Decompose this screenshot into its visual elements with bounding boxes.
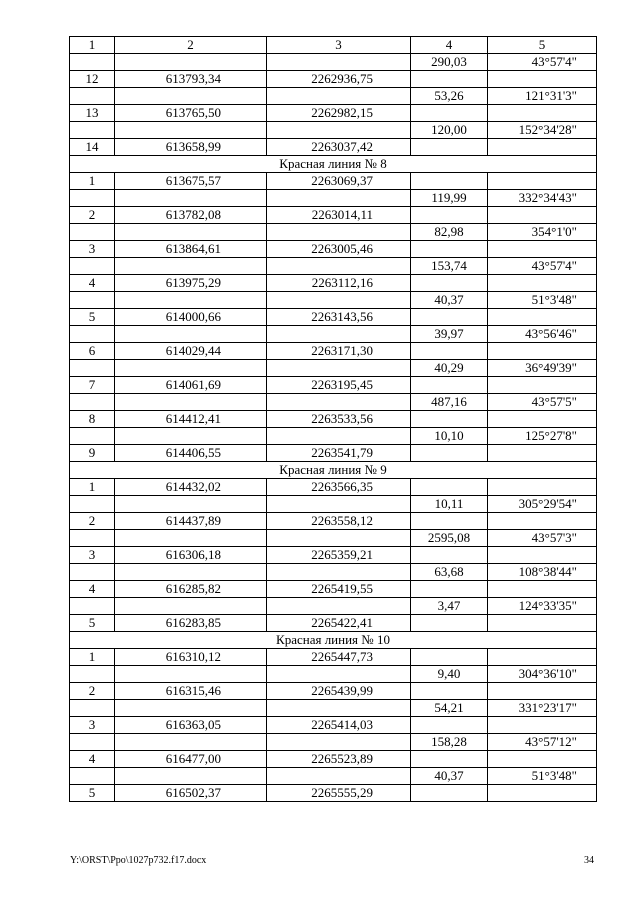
- angle-cell: 36°49'39": [488, 360, 597, 377]
- point-row: [70, 241, 597, 258]
- segment-row: [70, 530, 597, 547]
- distance-cell: [411, 309, 488, 326]
- angle-cell: [488, 513, 597, 530]
- distance-cell: [411, 275, 488, 292]
- y-coordinate-cell: [267, 54, 411, 71]
- point-number-cell: 8: [70, 411, 115, 428]
- x-coordinate-cell: [115, 428, 267, 445]
- y-coordinate-cell: [267, 258, 411, 275]
- segment-row: [70, 564, 597, 581]
- segment-row: [70, 54, 597, 71]
- x-coordinate-cell: 614000,66: [115, 309, 267, 326]
- angle-cell: [488, 581, 597, 598]
- point-number-cell: 4: [70, 581, 115, 598]
- y-coordinate-cell: [267, 700, 411, 717]
- distance-cell: 40,29: [411, 360, 488, 377]
- distance-cell: [411, 343, 488, 360]
- point-number-cell: [70, 54, 115, 71]
- section-title: Красная линия № 8: [70, 156, 597, 173]
- x-coordinate-cell: [115, 768, 267, 785]
- point-number-cell: 12: [70, 71, 115, 88]
- point-number-cell: 5: [70, 615, 115, 632]
- y-coordinate-cell: 2265414,03: [267, 717, 411, 734]
- x-coordinate-cell: 613975,29: [115, 275, 267, 292]
- point-number-cell: [70, 394, 115, 411]
- x-coordinate-cell: [115, 224, 267, 241]
- x-coordinate-cell: [115, 700, 267, 717]
- point-row: [70, 751, 597, 768]
- y-coordinate-cell: [267, 224, 411, 241]
- distance-cell: 290,03: [411, 54, 488, 71]
- point-number-cell: 4: [70, 751, 115, 768]
- y-coordinate-cell: 2263195,45: [267, 377, 411, 394]
- y-coordinate-cell: 2263566,35: [267, 479, 411, 496]
- angle-cell: 43°56'46": [488, 326, 597, 343]
- y-coordinate-cell: 2265359,21: [267, 547, 411, 564]
- angle-cell: [488, 241, 597, 258]
- x-coordinate-cell: 616285,82: [115, 581, 267, 598]
- point-row: [70, 309, 597, 326]
- point-number-cell: [70, 598, 115, 615]
- point-number-cell: [70, 258, 115, 275]
- point-number-cell: 5: [70, 309, 115, 326]
- y-coordinate-cell: 2265419,55: [267, 581, 411, 598]
- point-number-cell: [70, 734, 115, 751]
- angle-cell: 331°23'17": [488, 700, 597, 717]
- point-number-cell: [70, 530, 115, 547]
- distance-cell: 82,98: [411, 224, 488, 241]
- angle-cell: 51°3'48": [488, 292, 597, 309]
- x-coordinate-cell: 616306,18: [115, 547, 267, 564]
- angle-cell: [488, 615, 597, 632]
- point-number-cell: 13: [70, 105, 115, 122]
- header-cell-y: 3: [267, 37, 411, 54]
- distance-cell: 40,37: [411, 768, 488, 785]
- distance-cell: [411, 785, 488, 802]
- point-number-cell: [70, 326, 115, 343]
- angle-cell: [488, 785, 597, 802]
- point-number-cell: 1: [70, 173, 115, 190]
- angle-cell: [488, 105, 597, 122]
- segment-row: [70, 598, 597, 615]
- angle-cell: 304°36'10": [488, 666, 597, 683]
- x-coordinate-cell: [115, 530, 267, 547]
- angle-cell: [488, 717, 597, 734]
- distance-cell: [411, 139, 488, 156]
- x-coordinate-cell: [115, 54, 267, 71]
- distance-cell: 53,26: [411, 88, 488, 105]
- distance-cell: [411, 615, 488, 632]
- point-row: [70, 207, 597, 224]
- segment-row: [70, 768, 597, 785]
- angle-cell: [488, 139, 597, 156]
- point-row: [70, 275, 597, 292]
- angle-cell: 43°57'12": [488, 734, 597, 751]
- point-number-cell: 2: [70, 207, 115, 224]
- y-coordinate-cell: 2263171,30: [267, 343, 411, 360]
- y-coordinate-cell: 2262982,15: [267, 105, 411, 122]
- header-cell-distance: 4: [411, 37, 488, 54]
- x-coordinate-cell: [115, 394, 267, 411]
- angle-cell: [488, 411, 597, 428]
- x-coordinate-cell: [115, 666, 267, 683]
- point-number-cell: [70, 428, 115, 445]
- point-row: [70, 71, 597, 88]
- x-coordinate-cell: 614029,44: [115, 343, 267, 360]
- point-number-cell: 7: [70, 377, 115, 394]
- point-row: [70, 785, 597, 802]
- y-coordinate-cell: [267, 122, 411, 139]
- y-coordinate-cell: 2263112,16: [267, 275, 411, 292]
- x-coordinate-cell: 614061,69: [115, 377, 267, 394]
- distance-cell: 10,11: [411, 496, 488, 513]
- page-number: 34: [584, 855, 594, 866]
- y-coordinate-cell: [267, 496, 411, 513]
- point-number-cell: [70, 360, 115, 377]
- distance-cell: [411, 513, 488, 530]
- distance-cell: [411, 411, 488, 428]
- angle-cell: [488, 479, 597, 496]
- segment-row: [70, 734, 597, 751]
- x-coordinate-cell: 613864,61: [115, 241, 267, 258]
- point-row: [70, 377, 597, 394]
- distance-cell: 2595,08: [411, 530, 488, 547]
- x-coordinate-cell: 616315,46: [115, 683, 267, 700]
- distance-cell: [411, 173, 488, 190]
- point-number-cell: 3: [70, 717, 115, 734]
- point-row: [70, 717, 597, 734]
- y-coordinate-cell: 2263005,46: [267, 241, 411, 258]
- segment-row: [70, 224, 597, 241]
- y-coordinate-cell: 2262936,75: [267, 71, 411, 88]
- segment-row: [70, 428, 597, 445]
- point-row: [70, 139, 597, 156]
- point-number-cell: 9: [70, 445, 115, 462]
- header-cell-x: 2: [115, 37, 267, 54]
- distance-cell: [411, 241, 488, 258]
- distance-cell: 119,99: [411, 190, 488, 207]
- angle-cell: 305°29'54": [488, 496, 597, 513]
- angle-cell: [488, 683, 597, 700]
- x-coordinate-cell: [115, 190, 267, 207]
- y-coordinate-cell: [267, 564, 411, 581]
- y-coordinate-cell: [267, 428, 411, 445]
- point-number-cell: [70, 224, 115, 241]
- distance-cell: [411, 71, 488, 88]
- section-title: Красная линия № 10: [70, 632, 597, 649]
- y-coordinate-cell: [267, 768, 411, 785]
- angle-cell: [488, 275, 597, 292]
- distance-cell: [411, 479, 488, 496]
- point-number-cell: 4: [70, 275, 115, 292]
- angle-cell: [488, 173, 597, 190]
- table-body: [70, 54, 597, 802]
- distance-cell: [411, 207, 488, 224]
- segment-row: [70, 666, 597, 683]
- distance-cell: [411, 649, 488, 666]
- point-row: [70, 615, 597, 632]
- x-coordinate-cell: [115, 122, 267, 139]
- angle-cell: 125°27'8": [488, 428, 597, 445]
- distance-cell: 54,21: [411, 700, 488, 717]
- distance-cell: [411, 581, 488, 598]
- x-coordinate-cell: [115, 258, 267, 275]
- x-coordinate-cell: [115, 734, 267, 751]
- section-row: [70, 632, 597, 649]
- segment-row: [70, 326, 597, 343]
- point-row: [70, 581, 597, 598]
- point-number-cell: [70, 292, 115, 309]
- y-coordinate-cell: [267, 394, 411, 411]
- y-coordinate-cell: [267, 88, 411, 105]
- y-coordinate-cell: 2265555,29: [267, 785, 411, 802]
- angle-cell: [488, 309, 597, 326]
- y-coordinate-cell: 2263069,37: [267, 173, 411, 190]
- y-coordinate-cell: 2263037,42: [267, 139, 411, 156]
- angle-cell: 43°57'4": [488, 54, 597, 71]
- distance-cell: [411, 445, 488, 462]
- x-coordinate-cell: 613782,08: [115, 207, 267, 224]
- y-coordinate-cell: [267, 530, 411, 547]
- x-coordinate-cell: 614406,55: [115, 445, 267, 462]
- x-coordinate-cell: 613658,99: [115, 139, 267, 156]
- segment-row: [70, 496, 597, 513]
- angle-cell: 43°57'3": [488, 530, 597, 547]
- point-number-cell: [70, 564, 115, 581]
- angle-cell: [488, 547, 597, 564]
- point-row: [70, 105, 597, 122]
- segment-row: [70, 258, 597, 275]
- x-coordinate-cell: 614432,02: [115, 479, 267, 496]
- angle-cell: 43°57'4": [488, 258, 597, 275]
- y-coordinate-cell: 2263541,79: [267, 445, 411, 462]
- point-row: [70, 411, 597, 428]
- distance-cell: 63,68: [411, 564, 488, 581]
- point-number-cell: 1: [70, 479, 115, 496]
- segment-row: [70, 190, 597, 207]
- y-coordinate-cell: [267, 598, 411, 615]
- point-row: [70, 683, 597, 700]
- segment-row: [70, 700, 597, 717]
- angle-cell: [488, 377, 597, 394]
- point-number-cell: 2: [70, 513, 115, 530]
- point-number-cell: 3: [70, 241, 115, 258]
- point-number-cell: [70, 88, 115, 105]
- angle-cell: 51°3'48": [488, 768, 597, 785]
- distance-cell: 10,10: [411, 428, 488, 445]
- distance-cell: [411, 377, 488, 394]
- y-coordinate-cell: [267, 360, 411, 377]
- x-coordinate-cell: [115, 564, 267, 581]
- distance-cell: 487,16: [411, 394, 488, 411]
- x-coordinate-cell: 613793,34: [115, 71, 267, 88]
- x-coordinate-cell: 616502,37: [115, 785, 267, 802]
- point-row: [70, 343, 597, 360]
- y-coordinate-cell: 2265523,89: [267, 751, 411, 768]
- x-coordinate-cell: 614437,89: [115, 513, 267, 530]
- header-cell-angle: 5: [488, 37, 597, 54]
- footer-file-path: Y:\ORST\Ppo\1027p732.f17.docx: [70, 855, 207, 866]
- angle-cell: [488, 649, 597, 666]
- point-row: [70, 445, 597, 462]
- x-coordinate-cell: 613765,50: [115, 105, 267, 122]
- x-coordinate-cell: [115, 292, 267, 309]
- distance-cell: 3,47: [411, 598, 488, 615]
- point-row: [70, 513, 597, 530]
- angle-cell: 108°38'44": [488, 564, 597, 581]
- segment-row: [70, 360, 597, 377]
- angle-cell: 332°34'43": [488, 190, 597, 207]
- distance-cell: 158,28: [411, 734, 488, 751]
- point-number-cell: 5: [70, 785, 115, 802]
- point-number-cell: 3: [70, 547, 115, 564]
- angle-cell: [488, 207, 597, 224]
- point-row: [70, 649, 597, 666]
- point-number-cell: [70, 700, 115, 717]
- point-row: [70, 547, 597, 564]
- x-coordinate-cell: 616477,00: [115, 751, 267, 768]
- header-cell-point: 1: [70, 37, 115, 54]
- y-coordinate-cell: 2263533,56: [267, 411, 411, 428]
- x-coordinate-cell: 616363,05: [115, 717, 267, 734]
- angle-cell: 124°33'35": [488, 598, 597, 615]
- angle-cell: [488, 71, 597, 88]
- x-coordinate-cell: [115, 326, 267, 343]
- section-row: [70, 462, 597, 479]
- angle-cell: [488, 343, 597, 360]
- x-coordinate-cell: [115, 496, 267, 513]
- segment-row: [70, 292, 597, 309]
- x-coordinate-cell: [115, 360, 267, 377]
- distance-cell: [411, 547, 488, 564]
- distance-cell: 153,74: [411, 258, 488, 275]
- point-number-cell: 6: [70, 343, 115, 360]
- x-coordinate-cell: 616310,12: [115, 649, 267, 666]
- x-coordinate-cell: 616283,85: [115, 615, 267, 632]
- y-coordinate-cell: [267, 326, 411, 343]
- angle-cell: 121°31'3": [488, 88, 597, 105]
- coordinates-table: [69, 36, 597, 802]
- distance-cell: [411, 105, 488, 122]
- y-coordinate-cell: 2265439,99: [267, 683, 411, 700]
- distance-cell: [411, 683, 488, 700]
- distance-cell: 39,97: [411, 326, 488, 343]
- x-coordinate-cell: 613675,57: [115, 173, 267, 190]
- distance-cell: 120,00: [411, 122, 488, 139]
- y-coordinate-cell: 2265422,41: [267, 615, 411, 632]
- point-row: [70, 173, 597, 190]
- segment-row: [70, 122, 597, 139]
- distance-cell: [411, 751, 488, 768]
- header-row: [70, 37, 597, 54]
- angle-cell: 43°57'5": [488, 394, 597, 411]
- section-row: [70, 156, 597, 173]
- section-title: Красная линия № 9: [70, 462, 597, 479]
- distance-cell: [411, 717, 488, 734]
- point-number-cell: [70, 122, 115, 139]
- y-coordinate-cell: [267, 190, 411, 207]
- point-number-cell: [70, 190, 115, 207]
- segment-row: [70, 394, 597, 411]
- angle-cell: 354°1'0": [488, 224, 597, 241]
- y-coordinate-cell: [267, 734, 411, 751]
- y-coordinate-cell: 2263014,11: [267, 207, 411, 224]
- x-coordinate-cell: 614412,41: [115, 411, 267, 428]
- distance-cell: 40,37: [411, 292, 488, 309]
- y-coordinate-cell: 2263143,56: [267, 309, 411, 326]
- point-number-cell: [70, 496, 115, 513]
- segment-row: [70, 88, 597, 105]
- angle-cell: [488, 445, 597, 462]
- x-coordinate-cell: [115, 598, 267, 615]
- point-number-cell: 1: [70, 649, 115, 666]
- angle-cell: [488, 751, 597, 768]
- y-coordinate-cell: [267, 292, 411, 309]
- point-number-cell: 14: [70, 139, 115, 156]
- y-coordinate-cell: [267, 666, 411, 683]
- point-number-cell: 2: [70, 683, 115, 700]
- x-coordinate-cell: [115, 88, 267, 105]
- point-number-cell: [70, 666, 115, 683]
- y-coordinate-cell: 2263558,12: [267, 513, 411, 530]
- y-coordinate-cell: 2265447,73: [267, 649, 411, 666]
- distance-cell: 9,40: [411, 666, 488, 683]
- point-number-cell: [70, 768, 115, 785]
- point-row: [70, 479, 597, 496]
- angle-cell: 152°34'28": [488, 122, 597, 139]
